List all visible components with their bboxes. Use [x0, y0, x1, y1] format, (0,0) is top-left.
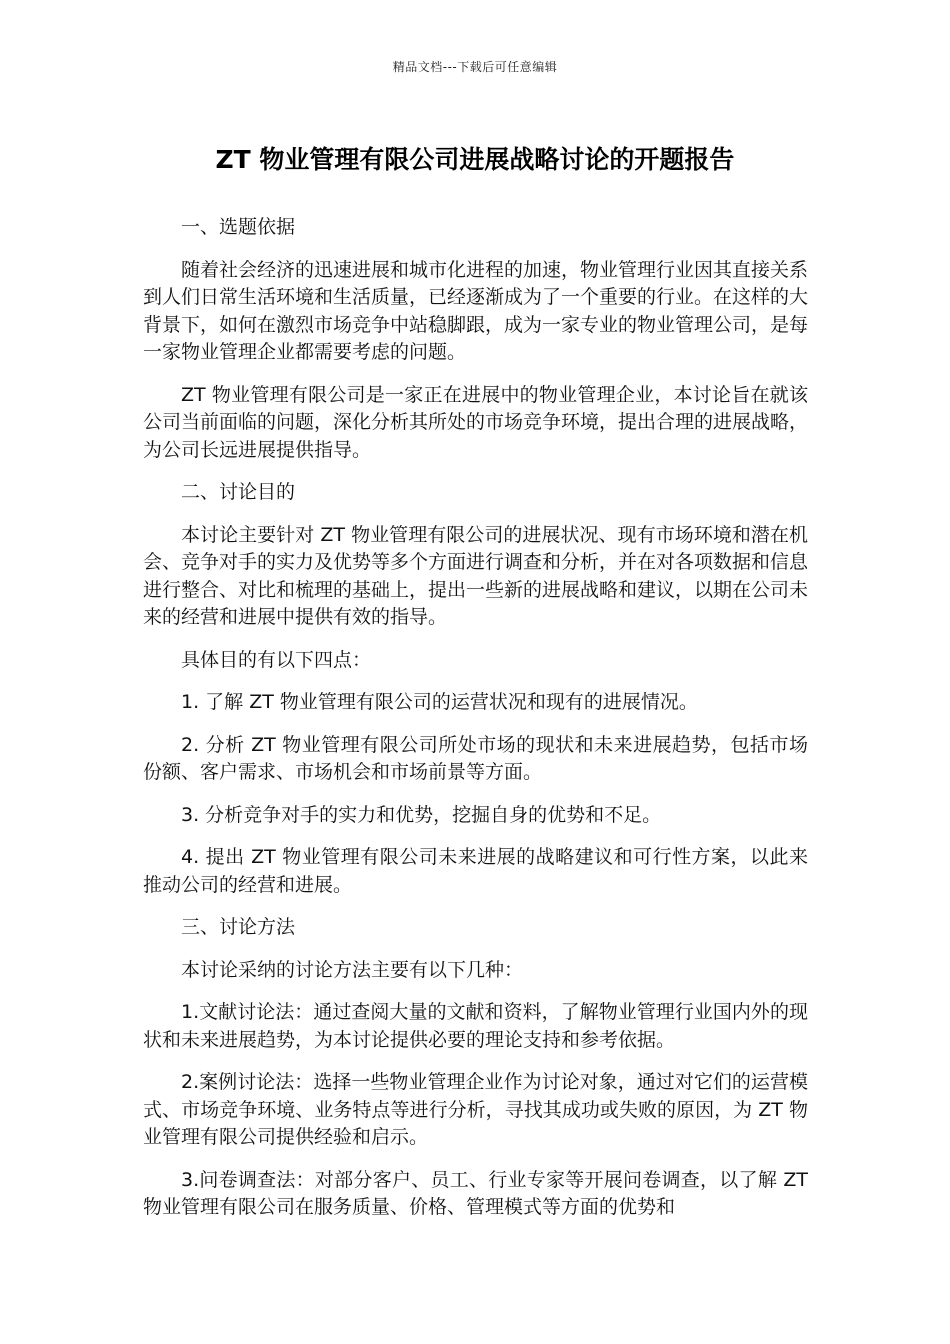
header-note: 精品文档---下载后可任意编辑: [392, 60, 558, 74]
section-heading-2: 二、讨论目的: [181, 481, 296, 503]
paragraph: ZT 物业管理有限公司是一家正在进展中的物业管理企业，本讨论旨在就该公司当前面临的问题，深化分析其所处的市场竞争环境，提出合理的进展战略，为公司长远进展提供指导。: [143, 383, 809, 461]
document-title: ZT 物业管理有限公司进展战略讨论的开题报告: [215, 145, 735, 174]
paragraph: 本讨论主要针对 ZT 物业管理有限公司的进展状况、现有市场环境和潜在机会、竞争对手的实力及优势等多个方面进行调查和分析，并在对各项数据和信息进行整合、对比和梳理的基础上，提出一些新的进展战略和建议，以期在公司未来的经营和进展中提供有效的指导。: [143, 523, 809, 628]
list-item: 3.问卷调查法：对部分客户、员工、行业专家等开展问卷调查，以了解 ZT 物业管理有限公司在服务质量、价格、管理模式等方面的优势和: [143, 1168, 808, 1218]
section-heading-3: 三、讨论方法: [181, 916, 296, 938]
list-item: 2. 分析 ZT 物业管理有限公司所处市场的现状和未来进展趋势，包括市场份额、客户需求、市场机会和市场前景等方面。: [143, 733, 808, 783]
section-heading-1: 一、选题依据: [181, 216, 296, 238]
list-item: 1. 了解 ZT 物业管理有限公司的运营状况和现有的进展情况。: [181, 691, 698, 713]
paragraph: 本讨论采纳的讨论方法主要有以下几种：: [181, 958, 524, 981]
paragraph: 随着社会经济的迅速进展和城市化进程的加速，物业管理行业因其直接关系到人们日常生活环境和生活质量，已经逐渐成为了一个重要的行业。在这样的大背景下，如何在激烈市场竞争中站稳脚跟，成为一家专业的物业管理公司，是每一家物业管理企业都需要考虑的问题。: [143, 258, 809, 363]
list-item: 2.案例讨论法：选择一些物业管理企业作为讨论对象，通过对它们的运营模式、市场竞争环境、业务特点等进行分析，寻找其成功或失败的原因，为 ZT 物业管理有限公司提供经验和启示。: [143, 1071, 808, 1148]
document-body: [143, 214, 808, 1237]
paragraph: 具体目的有以下四点：: [181, 648, 372, 671]
list-item: 4. 提出 ZT 物业管理有限公司未来进展的战略建议和可行性方案，以此来推动公司的经营和进展。: [143, 846, 808, 896]
list-item: 1.文献讨论法：通过查阅大量的文献和资料，了解物业管理行业国内外的现状和未来进展趋势，为本讨论提供必要的理论支持和参考依据。: [143, 1001, 808, 1051]
list-item: 3. 分析竞争对手的实力和优势，挖掘自身的优势和不足。: [181, 803, 662, 826]
